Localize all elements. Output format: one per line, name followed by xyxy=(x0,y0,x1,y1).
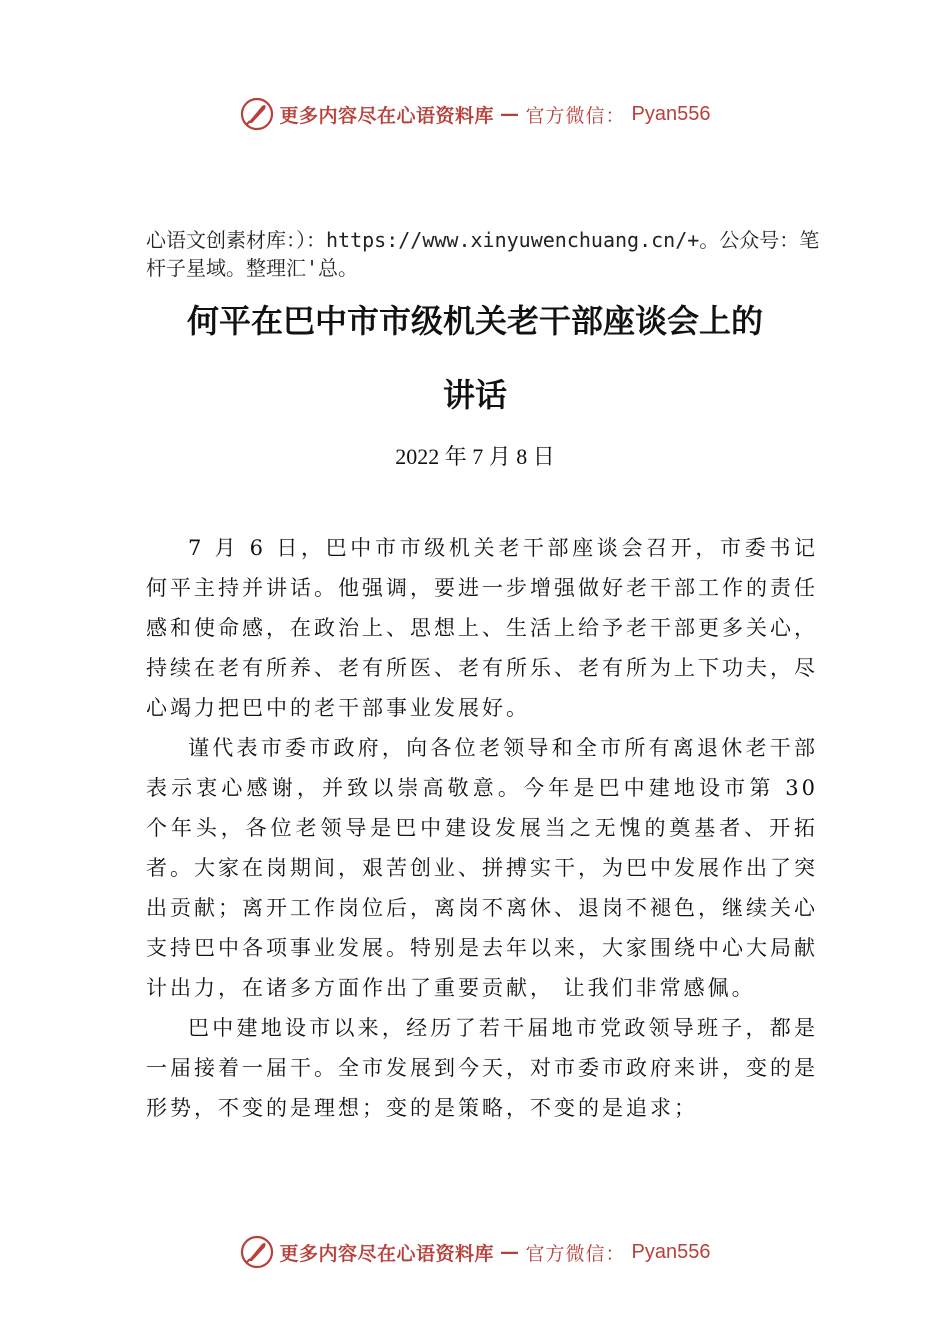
quill-pen-logo-icon xyxy=(240,97,274,131)
paragraph: 谨代表市委市政府，向各位老领导和全市所有离退休老干部表示衷心感谢，并致以崇高敬意。今年是巴中建地设市第 30 个年头，各位老领导是巴中建设发展当之无愧的奠基者、开拓者。大家在岗期间，艰苦创业、拼搏实干，为巴中发展作出了突出贡献；离开工作岗位后，离岗不离休、退岗不褪色，继续关心支持巴中各项事业发展。特别是去年以来，大家围绕中心大局献计出力，在诸多方面作出了重要贡献， 让我们非常感佩。 xyxy=(146,736,818,1000)
banner-wechat-label: 官方微信： xyxy=(525,1242,626,1265)
banner-wechat-label: 官方微信： xyxy=(525,104,626,127)
footer-banner xyxy=(0,1232,950,1272)
banner-wechat-id: Pyan556 xyxy=(631,102,711,125)
document-date: 2022 年 7 月 8 日 xyxy=(395,444,555,469)
paragraph: 巴中建地设市以来，经历了若干届地市党政领导班子，都是一届接着一届干。全市发展到今天，对市委市政府来讲，变的是形势，不变的是理想；变的是策略，不变的是追求； xyxy=(146,1016,818,1120)
banner-wechat-id: Pyan556 xyxy=(631,1240,711,1263)
document-title-line-1: 何平在巴中市市级机关老干部座谈会上的 xyxy=(186,302,763,340)
document-title-line-2: 讲话 xyxy=(442,376,507,414)
banner-dash: — xyxy=(500,103,520,125)
banner-text: 更多内容尽在心语资料库 xyxy=(279,1242,495,1265)
header-banner xyxy=(0,94,950,134)
source-line: 心语文创素材库：）：https://www.xinyuwenchuang.cn/+。公众号：笔杆子星域。整理汇'总。 xyxy=(146,228,820,280)
banner-dash: — xyxy=(500,1241,520,1263)
banner-text: 更多内容尽在心语资料库 xyxy=(279,104,495,127)
document-body xyxy=(146,528,818,1128)
quill-pen-logo-icon xyxy=(240,1235,274,1269)
paragraph: 7 月 6 日，巴中市市级机关老干部座谈会召开，市委书记何平主持并讲话。他强调，要进一步增强做好老干部工作的责任感和使命感，在政治上、思想上、生活上给予老干部更多关心，持续在老有所养、老有所医、老有所乐、老有所为上下功夫，尽心竭力把巴中的老干部事业发展好。 xyxy=(146,536,818,720)
